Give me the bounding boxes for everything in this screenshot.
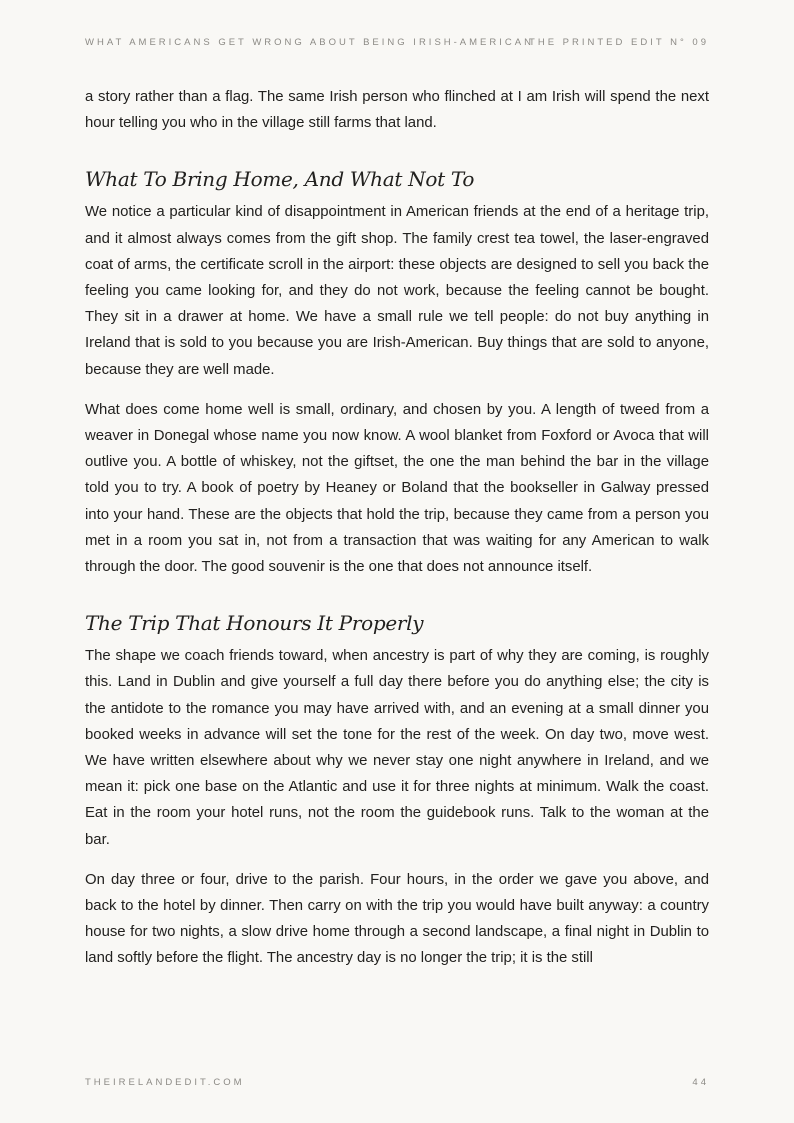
document-page <box>85 0 709 1123</box>
article-title-header: WHAT AMERICANS GET WRONG ABOUT BEING IRISH-AMERICAN <box>85 37 534 48</box>
body-paragraph: The shape we coach friends toward, when ancestry is part of why they are coming, is roughly this. Land in Dublin and give yourself a full day there before you do anything else; the city is the antidote to the romance you may have arrived with, and an evening at a small dinner you booked weeks in advance will set the tone for the rest of the week. On day two, move west. We have written elsewhere about why we never stay one night anywhere in Ireland, and we mean it: pick one base on the Atlantic and use it for three nights at minimum. Walk the coast. Eat in the room your hotel runs, not the room the guidebook runs. Talk to the woman at the bar. <box>85 648 709 848</box>
section-heading-souvenirs: What To Bring Home, And What Not To <box>85 167 475 192</box>
body-paragraph: We notice a particular kind of disappointment in American friends at the end of a heritage trip, and it almost always comes from the gift shop. The family crest tea towel, the laser-engraved coat of arms, the certificate scroll in the airport: these objects are designed to sell you back the feeling you came looking for, and they do not work, because the feeling cannot be bought. They sit in a drawer at home. We have a small rule we tell people: do not buy anything in Ireland that is sold to you because you are Irish-American. Buy things that are sold to anyone, because they are well made. <box>85 204 709 378</box>
page-number: 44 <box>692 1077 709 1088</box>
site-url: THEIRELANDEDIT.COM <box>85 1077 245 1088</box>
section-heading-trip: The Trip That Honours It Properly <box>85 611 424 636</box>
body-paragraph: What does come home well is small, ordinary, and chosen by you. A length of tweed from a weaver in Donegal whose name you now know. A wool blanket from Foxford or Avoca that will outlive you. A bottle of whiskey, not the giftset, the one the man behind the bar in the village told you to try. A book of poetry by Heaney or Boland that the bookseller in Galway pressed into your hand. These are the objects that hold the trip, because they came from a person you met in a room you sat in, not from a transaction that was waiting for any American to walk through the door. The good souvenir is the one that does not announce itself. <box>85 401 709 576</box>
continuation-paragraph: a story rather than a flag. The same Irish person who flinched at I am Irish will spend the next hour telling you who in the village still farms that land. <box>85 89 709 132</box>
article-body <box>85 84 709 986</box>
body-paragraph: On day three or four, drive to the parish. Four hours, in the order we gave you above, and back to the hotel by dinner. Then carry on with the trip you would have built anyway: a country house for two nights, a slow drive home through a second landscape, a final night in Dublin to land softly before the flight. The ancestry day is no longer the trip; it is the still <box>85 871 709 967</box>
publication-issue: THE PRINTED EDIT N° 09 <box>529 37 709 48</box>
running-footer <box>85 1077 709 1091</box>
running-header <box>85 37 709 51</box>
